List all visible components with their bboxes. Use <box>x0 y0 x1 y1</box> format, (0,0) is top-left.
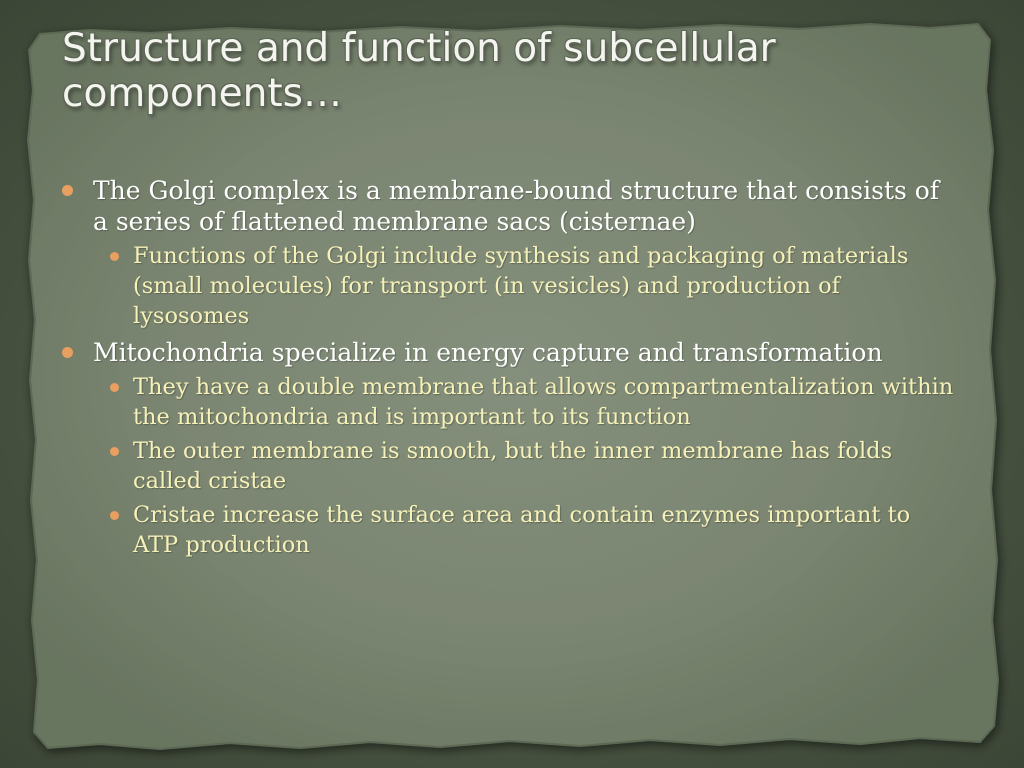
sub-bullet-dot-icon <box>110 383 119 392</box>
slide-title: Structure and function of subcellular components… <box>62 26 776 116</box>
sub-bullet-item <box>93 241 960 331</box>
sub-bullet-text: The outer membrane is smooth, but the inner membrane has folds called cristae <box>133 438 893 494</box>
sub-bullet-text: They have a double membrane that allows compartmentalization within the mitochondria and is important to its function <box>133 374 954 430</box>
bullet-dot-icon <box>62 185 73 196</box>
sub-bullet-text: Cristae increase the surface area and contain enzymes important to ATP production <box>133 502 911 558</box>
bullet-item <box>60 337 960 560</box>
sub-bullet-item <box>93 372 960 432</box>
sub-bullet-list <box>93 241 960 331</box>
sub-bullet-text: Functions of the Golgi include synthesis and packaging of materials (small molecules) for transport (in vesicles) and production of lysosomes <box>133 243 909 329</box>
bullet-item <box>60 175 960 331</box>
bullet-text: The Golgi complex is a membrane-bound structure that consists of a series of flattened membrane sacs (cisternae) <box>93 176 940 236</box>
sub-bullet-item <box>93 500 960 560</box>
sub-bullet-item <box>93 436 960 496</box>
sub-bullet-dot-icon <box>110 252 119 261</box>
bullet-list <box>60 175 960 566</box>
sub-bullet-list <box>93 372 960 560</box>
sub-bullet-dot-icon <box>110 511 119 520</box>
sub-bullet-dot-icon <box>110 447 119 456</box>
bullet-dot-icon <box>62 347 73 358</box>
bullet-text: Mitochondria specialize in energy capture and transformation <box>93 338 883 367</box>
